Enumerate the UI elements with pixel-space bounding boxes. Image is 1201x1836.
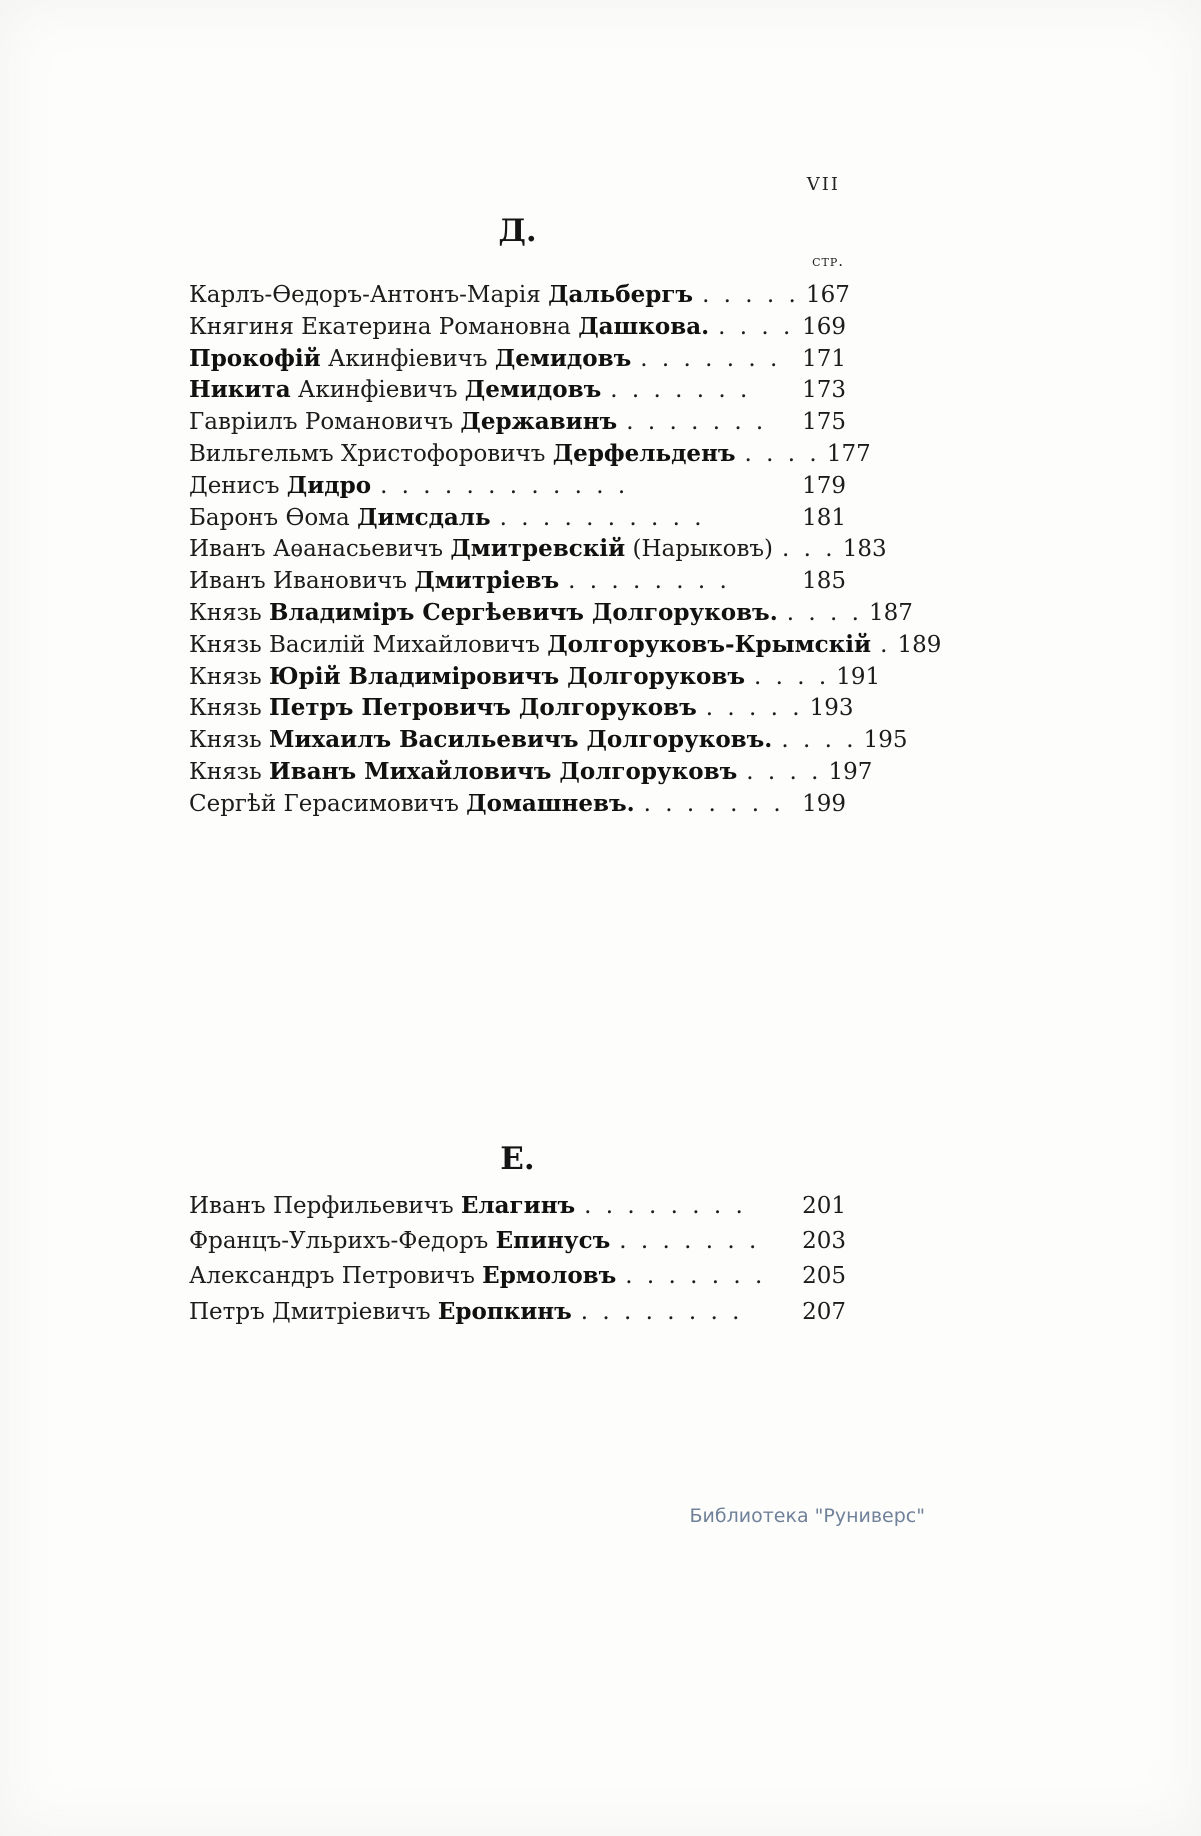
entry-name: Княгиня Екатерина Романовна Дашкова.: [189, 312, 710, 340]
dot-leader: . . . .: [781, 727, 854, 754]
entry-name: Князь Василій Михайловичъ Долгоруковъ-Крымскій: [189, 630, 872, 658]
dot-leader: .: [880, 631, 888, 658]
library-watermark: Библиотека "Руниверс": [689, 1505, 925, 1527]
dot-leader: . . . . . . .: [643, 790, 781, 817]
dot-leader: . . . .: [746, 758, 819, 785]
toc-entry: [189, 439, 871, 471]
toc-entry: [189, 757, 873, 789]
toc-entry: [189, 566, 846, 598]
toc-entry: [189, 1297, 846, 1332]
toc-entry: [189, 344, 846, 376]
page-number: 203: [802, 1228, 846, 1255]
dot-leader: . . . .: [786, 599, 859, 626]
entry-name: Петръ Дмитріевичъ Еропкинъ: [189, 1297, 572, 1325]
dot-leader: . . . . . . . .: [580, 1298, 740, 1325]
entry-name: Францъ-Ульрихъ-Федоръ Епинусъ: [189, 1227, 611, 1255]
dot-leader: . . . . . . . . . .: [499, 504, 702, 531]
entry-name: Князь Михаилъ Васильевичъ Долгоруковъ.: [189, 726, 773, 754]
toc-entry: [189, 693, 854, 725]
dot-leader: . . . . . . . .: [584, 1193, 743, 1219]
toc-section-d: [189, 280, 942, 821]
entry-name: Никита Акинфіевичъ Демидовъ: [189, 376, 602, 404]
toc-entry: [189, 725, 908, 757]
page-number: 201: [802, 1193, 846, 1219]
page-number: 185: [802, 568, 846, 595]
dot-leader: . . . . . . . . . . . .: [380, 472, 626, 499]
entry-name: Денисъ Дидро: [189, 471, 372, 499]
page-number: 175: [802, 409, 846, 436]
toc-entry: [189, 471, 846, 503]
page-number: 167: [805, 282, 850, 308]
dot-leader: . . .: [782, 536, 833, 563]
dot-leader: . . . . . . .: [619, 1228, 757, 1255]
entry-name: Сергѣй Герасимовичъ Домашневъ.: [189, 789, 635, 817]
toc-section-e: [189, 1191, 846, 1332]
toc-entry: [189, 1226, 846, 1261]
page-content: [189, 0, 942, 1836]
toc-entry: [189, 375, 846, 407]
dot-leader: . . . . . . .: [610, 377, 748, 404]
page-number: 171: [802, 345, 846, 372]
page-number: 183: [842, 536, 887, 563]
toc-entry: [189, 789, 846, 821]
page-number: 191: [836, 663, 881, 690]
toc-entry: [189, 534, 887, 566]
toc-entry: [189, 503, 846, 535]
dot-leader: . . . . . . .: [640, 345, 778, 372]
section-heading-d: Д.: [498, 213, 537, 249]
dot-leader: . . . .: [718, 313, 791, 340]
toc-entry: [189, 630, 942, 662]
page-number: 187: [869, 599, 913, 626]
page-number: 197: [828, 758, 873, 785]
toc-entry: [189, 1261, 846, 1296]
dot-leader: . . . .: [744, 440, 817, 467]
section-heading-e: Е.: [500, 1141, 535, 1177]
folio-page-number: VII: [806, 174, 840, 195]
dot-leader: . . . . .: [705, 695, 800, 722]
page-number: 173: [802, 377, 846, 404]
page-number: 177: [826, 440, 871, 467]
page-number: 169: [802, 313, 846, 340]
toc-entry: [189, 598, 913, 630]
entry-name: Прокофій Акинфіевичъ Демидовъ: [189, 344, 632, 372]
page-number: 193: [809, 695, 854, 722]
dot-leader: . . . . .: [702, 282, 796, 308]
entry-name: Баронъ Ѳома Димсдаль: [189, 503, 491, 531]
page-number: 207: [802, 1298, 846, 1325]
dot-leader: . . . .: [753, 663, 827, 690]
toc-entry: [189, 662, 881, 694]
entry-name: Князь Иванъ Михайловичъ Долгоруковъ: [189, 757, 738, 785]
toc-entry: [189, 407, 846, 439]
dot-leader: . . . . . . .: [625, 1263, 763, 1290]
page-number: 179: [802, 472, 846, 499]
page-column-header: стр.: [812, 252, 844, 270]
entry-name: Иванъ Аѳанасьевичъ Дмитревскій (Нарыковъ): [189, 535, 774, 563]
toc-entry: [189, 312, 846, 344]
entry-name: Гавріилъ Романовичъ Державинъ: [189, 408, 618, 436]
entry-name: Иванъ Ивановичъ Дмитріевъ: [189, 567, 560, 595]
entry-name: Князь Владиміръ Сергѣевичъ Долгоруковъ.: [189, 598, 778, 626]
entry-name: Князь Юрій Владиміровичъ Долгоруковъ: [189, 662, 745, 690]
entry-name: Вильгельмъ Христофоровичъ Дерфельденъ: [189, 439, 736, 467]
page-number: 195: [863, 727, 908, 754]
toc-entry: [189, 1191, 846, 1226]
entry-name: Князь Петръ Петровичъ Долгоруковъ: [189, 694, 697, 722]
dot-leader: . . . . . . .: [626, 409, 764, 436]
toc-entry: [189, 280, 850, 312]
entry-name: Карлъ-Ѳедоръ-Антонъ-Марія Дальбергъ: [189, 281, 694, 308]
entry-name: Иванъ Перфильевичъ Елагинъ: [189, 1192, 576, 1219]
page-number: 199: [802, 790, 846, 817]
entry-name: Александръ Петровичъ Ермоловъ: [189, 1262, 617, 1290]
page-number: 181: [802, 504, 846, 531]
dot-leader: . . . . . . . .: [568, 568, 727, 595]
page-number: 205: [802, 1263, 846, 1290]
page-number: 189: [897, 631, 942, 658]
